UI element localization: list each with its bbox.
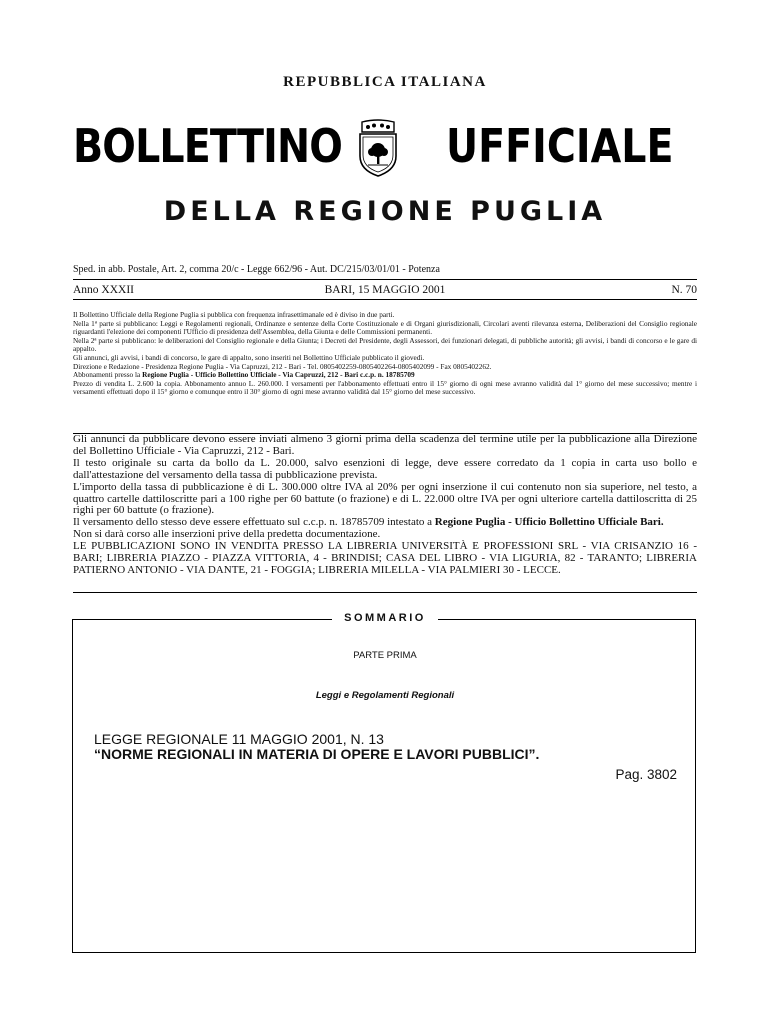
announcement-paragraph: Gli annunci da pubblicare devono essere inviati almeno 3 giorni prima della scadenza del termine utile per la pubblicazione alla Direzione del Bollettino Ufficiale - Via Capruzzi, 212 - Bari. (73, 433, 697, 457)
info-paragraph: Gli annunci, gli avvisi, i bandi di concorso, le gare di appalto, sono inseriti nel Bollettino Ufficiale pubblicato il giovedì. (73, 352, 425, 362)
announcement-paragraph: Il testo originale su carta da bollo da L. 20.000, salvo esenzioni di legge, deve essere corredato da 1 copia in carta uso bollo e dall'attestazione del versamento della tassa di pubblicazione prevista. (73, 456, 697, 481)
regional-coat-of-arms-icon (354, 118, 402, 178)
sommario-box (72, 619, 696, 953)
announcement-paragraph: L'importo della tassa di pubblicazione è di L. 300.000 oltre IVA al 20% per ogni inserzione il cui contenuto non sia superiore, nel testo, a quattro cartelle dattiloscritte pari a 100 righe per 60 battute (o frazione) e di L. 22.000 oltre IVA per ogni ulteriore cartella dattiloscritta di 25 righi per 60 battute (o frazione). (73, 480, 697, 517)
sommario-title: SOMMARIO (0, 612, 770, 624)
announcement-paragraph: Il versamento dello stesso deve essere effettuato sul c.c.p. n. 18785709 intestato a Regione Puglia - Ufficio Bollettino Ufficiale Bari. (73, 516, 664, 529)
issue-number: N. 70 (671, 284, 697, 296)
divider (73, 592, 697, 593)
publication-info (73, 311, 697, 397)
masthead-right: UFFICIALE (446, 119, 674, 173)
law-title: LEGGE REGIONALE 11 MAGGIO 2001, N. 13 (94, 731, 384, 747)
issue-date: BARI, 15 MAGGIO 2001 (324, 284, 446, 296)
law-subtitle: “NORME REGIONALI IN MATERIA DI OPERE E LAVORI PUBBLICI”. (94, 746, 540, 762)
info-paragraph: Nella 2ª parte si pubblicano: le deliberazioni del Consiglio regionale e della Giunta; i Decreti del Presidente, degli Assessori, dei funzionari delegati, di pubbliche autorità; gli avvisi, i bandi di concorso e le gare di appalto. (73, 335, 697, 354)
info-paragraph: Abbonamenti presso la Regione Puglia - Ufficio Bollettino Ufficiale - Via Capruzzi, 212 - Bari c.c.p. n. 18785709 (73, 370, 415, 380)
republic-heading: REPUBBLICA ITALIANA (283, 74, 487, 90)
divider (73, 299, 697, 300)
divider (73, 279, 697, 280)
masthead-subtitle: DELLA REGIONE PUGLIA (163, 196, 607, 227)
info-paragraph: Il Bollettino Ufficiale della Regione Puglia si pubblica con frequenza infrasettimanale ed è diviso in due parti. (73, 310, 395, 319)
page-reference: Pag. 3802 (615, 767, 677, 782)
announcements (73, 434, 697, 577)
announcement-paragraph: LE PUBBLICAZIONI SONO IN VENDITA PRESSO LA LIBRERIA UNIVERSITÀ E PROFESSIONI SRL - VIA CRISANZIO 16 - BARI; LIBRERIA PIAZZO - PIAZZA VITTORIA, 4 - BRINDISI; CASA DEL LIBRO - VIA LIGURIA, 82 - TARANTO; LIBRERIA PATIERNO ANTONIO - VIA DANTE, 21 - FOGGIA; LIBRERIA MILELLA - VIA PALMIERI 30 - LECCE. (73, 540, 697, 576)
masthead-left: BOLLETTINO (73, 119, 342, 173)
postal-notice: Sped. in abb. Postale, Art. 2, comma 20/c - Legge 662/96 - Aut. DC/215/03/01/01 - Potenza (73, 264, 440, 275)
info-paragraph: Nella 1ª parte si pubblicano: Leggi e Regolamenti regionali, Ordinanze e sentenze della Corte Costituzionale e di Organi giurisdizionali, Circolari aventi rilevanza esterna, Deliberazioni del Consiglio regionale riguardanti l'elezione dei componenti l'Ufficio di presidenza dell'Assemblea, della Giunta e delle Commissioni permanenti. (73, 318, 697, 337)
issue-year: Anno XXXII (73, 284, 135, 296)
announcement-paragraph: Non si darà corso alle inserzioni prive della predetta documentazione. (73, 528, 381, 541)
info-paragraph: Direzione e Redazione - Presidenza Regione Puglia - Via Capruzzi, 212 - Bari - Tel. 0805402259-0805402264-0805402099 - Fax 0805402262. (73, 361, 492, 371)
sommario-section: Leggi e Regolamenti Regionali (315, 690, 455, 701)
info-paragraph: Prezzo di vendita L. 2.600 la copia. Abbonamento annuo L. 260.000. I versamenti per l'abbonamento effettuati entro il 15° giorno di ogni mese avranno validità dal 1° giorno del mese successivo; mentre i versamenti effettuati dopo il 15° giorno e comunque entro il 30° giorno di ogni mese avranno validità dal 15° giorno del mese successivo. (73, 378, 697, 397)
sommario-part: PARTE PRIMA (353, 650, 417, 661)
